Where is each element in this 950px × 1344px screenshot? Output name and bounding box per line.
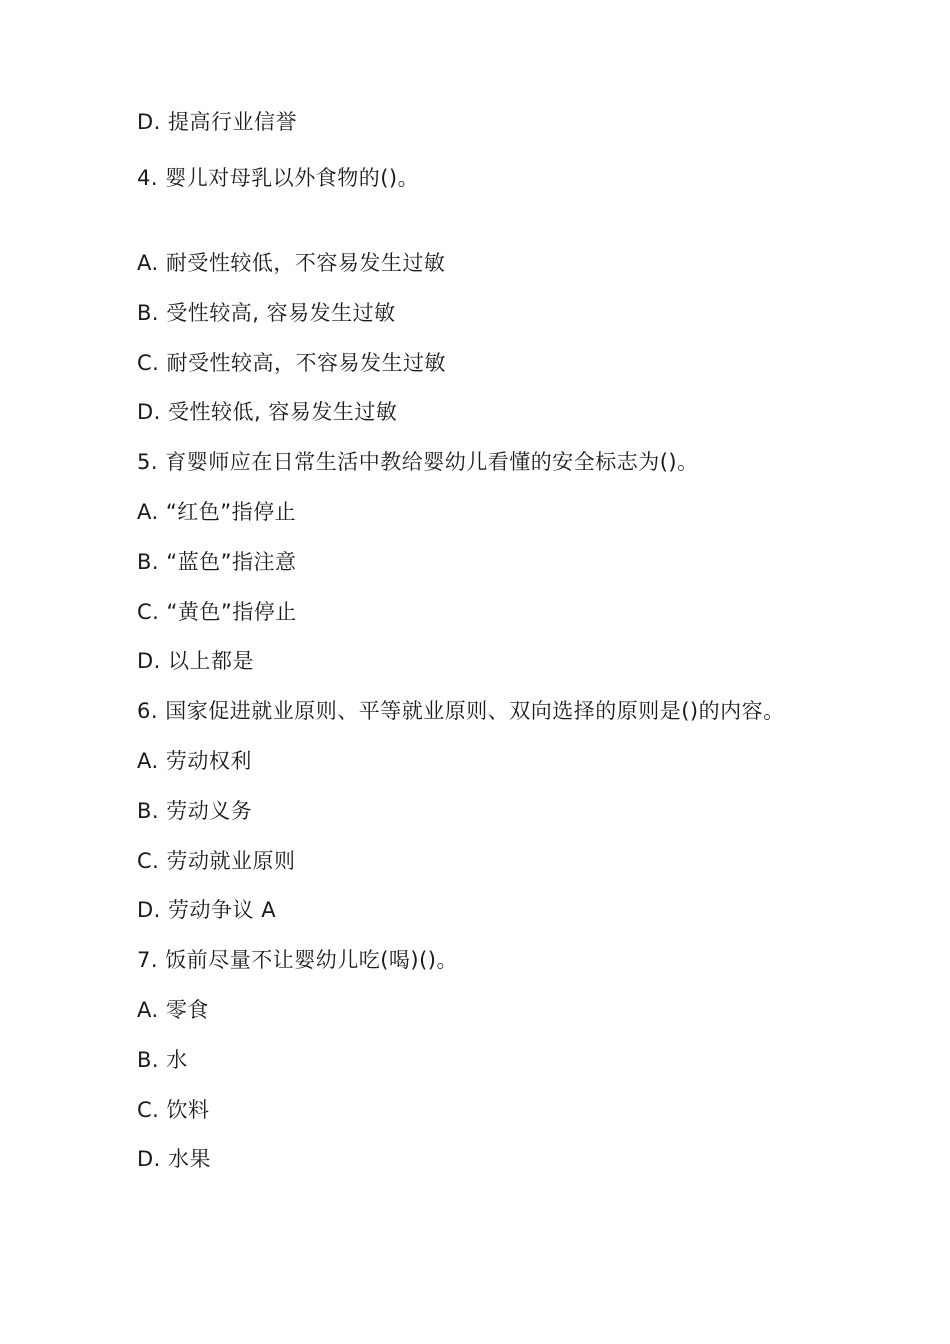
option-a-q4: A. 耐受性较低，不容易发生过敏 xyxy=(137,251,446,275)
option-d-q5: D. 以上都是 xyxy=(137,649,255,673)
option-a-q7: A. 零食 xyxy=(137,998,209,1022)
question-5: 5. 育婴师应在日常生活中教给婴幼儿看懂的安全标志为()。 xyxy=(137,450,699,474)
option-a-q5: A. “红色”指停止 xyxy=(137,500,297,524)
option-c-q7: C. 饮料 xyxy=(137,1098,210,1122)
option-b-q5: B. “蓝色”指注意 xyxy=(137,550,297,574)
question-7: 7. 饭前尽量不让婴幼儿吃(喝)()。 xyxy=(137,948,458,972)
option-c-q4: C. 耐受性较高，不容易发生过敏 xyxy=(137,351,447,375)
option-a-q6: A. 劳动权利 xyxy=(137,749,252,773)
question-4: 4. 婴儿对母乳以外食物的()。 xyxy=(137,166,420,190)
option-d-q4: D. 受性较低, 容易发生过敏 xyxy=(137,400,398,424)
option-d-q7: D. 水果 xyxy=(137,1147,212,1171)
option-d-q6: D. 劳动争议 A xyxy=(137,898,277,922)
option-c-q6: C. 劳动就业原则 xyxy=(137,849,296,873)
option-d-q3: D. 提高行业信誉 xyxy=(137,110,298,134)
option-c-q5: C. “黄色”指停止 xyxy=(137,600,297,624)
option-b-q4: B. 受性较高, 容易发生过敏 xyxy=(137,301,396,325)
option-b-q7: B. 水 xyxy=(137,1048,188,1072)
option-b-q6: B. 劳动义务 xyxy=(137,799,253,823)
question-6: 6. 国家促进就业原则、平等就业原则、双向选择的原则是()的内容。 xyxy=(137,699,785,723)
